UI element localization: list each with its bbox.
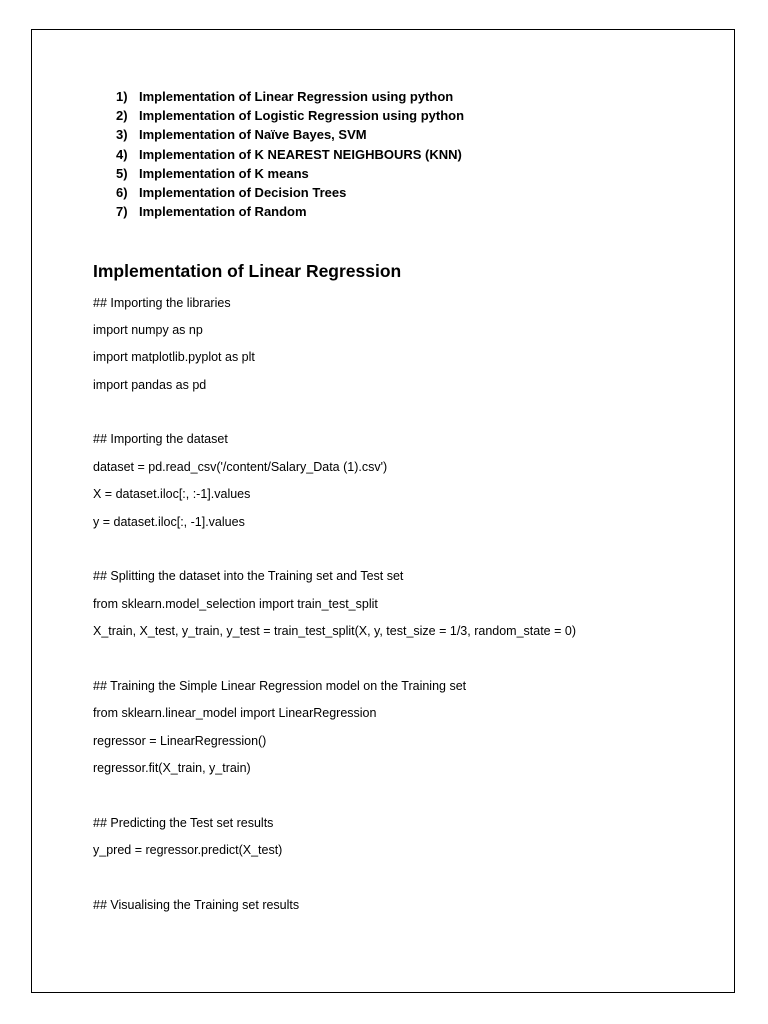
contents-item [116, 125, 464, 144]
code-comment: ## Splitting the dataset into the Training set and Test set [93, 569, 404, 583]
contents-item-number: 1) [116, 89, 128, 104]
code-line: import matplotlib.pyplot as plt [93, 350, 255, 364]
contents-item-number: 6) [116, 184, 128, 200]
contents-item-text: Implementation of Random [139, 204, 307, 220]
contents-item [116, 106, 464, 125]
contents-item [116, 183, 464, 202]
code-line: dataset = pd.read_csv('/content/Salary_Data (1).csv') [93, 460, 388, 474]
contents-item-text: Implementation of K NEAREST NEIGHBOURS (KNN) [139, 146, 462, 162]
code-comment: ## Importing the dataset [93, 432, 228, 446]
code-line: regressor = LinearRegression() [93, 734, 267, 748]
contents-item-number: 3) [116, 127, 128, 143]
contents-item [116, 164, 464, 183]
contents-item-text: Implementation of Logistic Regression using python [139, 108, 465, 124]
code-line: from sklearn.linear_model import LinearRegression [93, 706, 377, 720]
code-comment: ## Predicting the Test set results [93, 816, 274, 830]
code-line: X = dataset.iloc[:, :-1].values [93, 487, 251, 501]
contents-item-number: 4) [116, 146, 128, 162]
contents-item-text: Implementation of Linear Regression using python [139, 89, 454, 104]
contents-list [116, 87, 464, 221]
code-line: y = dataset.iloc[:, -1].values [93, 515, 245, 529]
code-comment: ## Training the Simple Linear Regression model on the Training set [93, 679, 467, 693]
contents-item-number: 2) [116, 108, 128, 124]
contents-item-number: 5) [116, 165, 128, 181]
code-comment: ## Importing the libraries [93, 296, 231, 310]
contents-item [116, 87, 464, 106]
contents-item-text: Implementation of Decision Trees [139, 184, 347, 200]
contents-item [116, 202, 464, 221]
code-line: from sklearn.model_selection import train_test_split [93, 597, 378, 611]
section-title: Implementation of Linear Regression [93, 261, 402, 281]
code-line: y_pred = regressor.predict(X_test) [93, 843, 283, 857]
contents-item [116, 145, 464, 164]
code-line: X_train, X_test, y_train, y_test = train_test_split(X, y, test_size = 1/3, random_state = 0) [93, 624, 576, 638]
code-line: import pandas as pd [93, 378, 207, 392]
contents-item-text: Implementation of Naïve Bayes, SVM [139, 127, 367, 143]
contents-item-text: Implementation of K means [139, 165, 309, 181]
contents-item-number: 7) [116, 204, 128, 220]
code-line: import numpy as np [93, 323, 203, 337]
code-comment: ## Visualising the Training set results [93, 898, 300, 912]
code-line: regressor.fit(X_train, y_train) [93, 761, 251, 775]
